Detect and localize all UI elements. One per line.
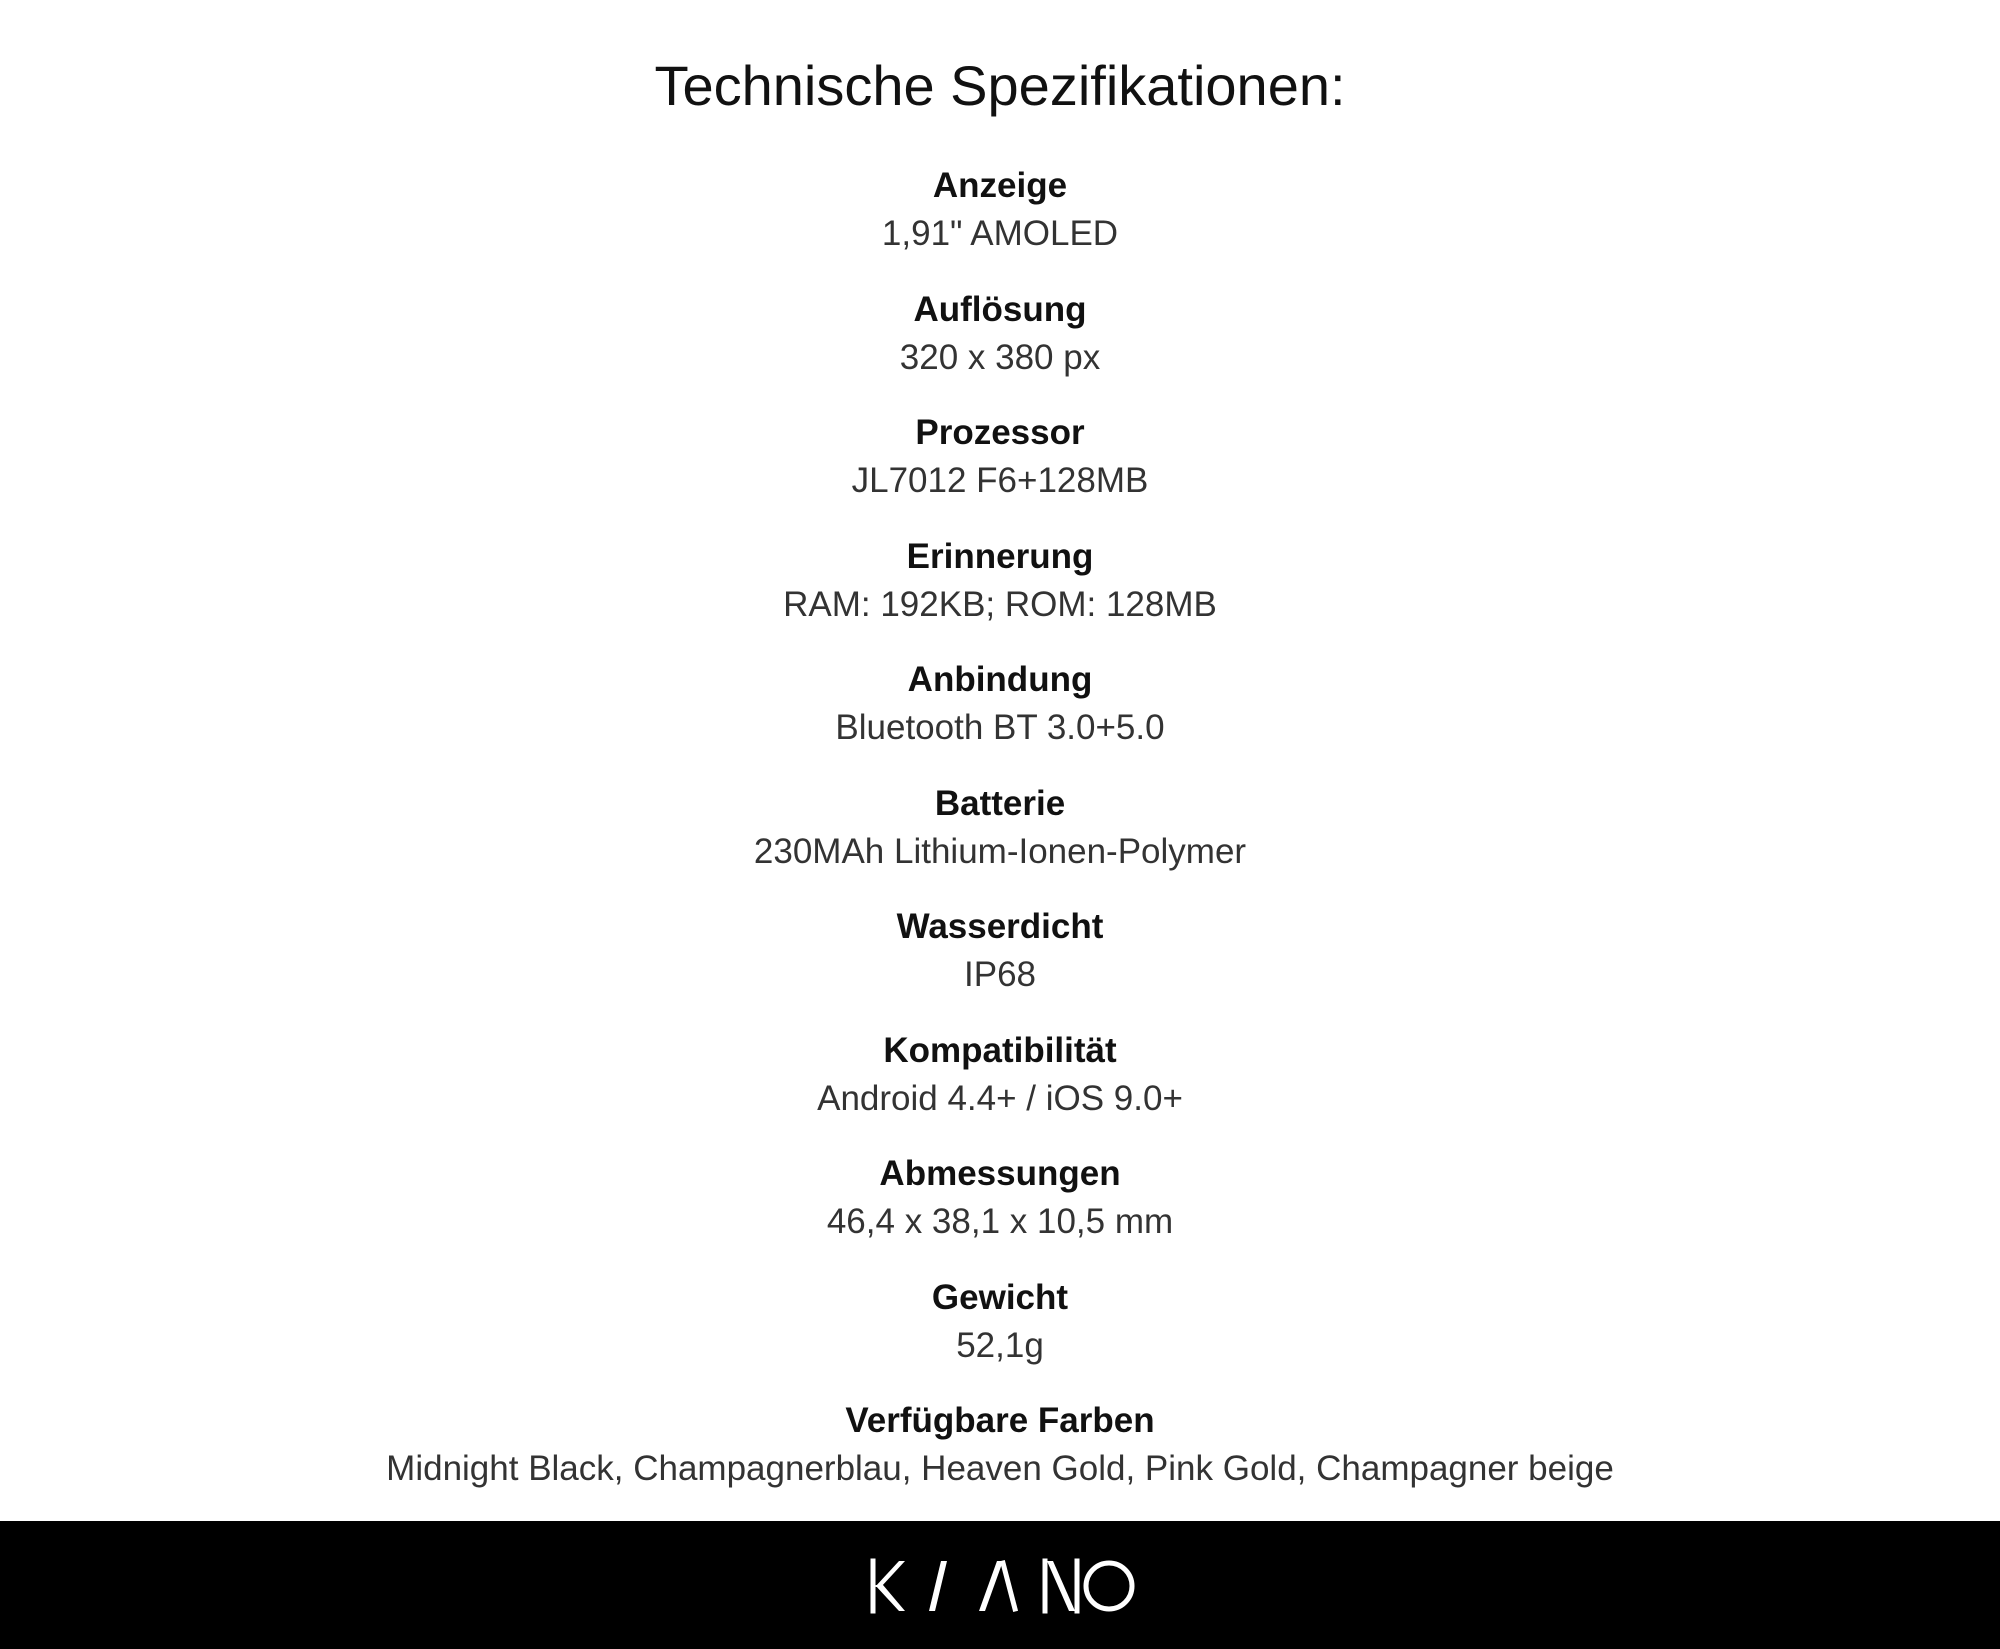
spec-item-colors	[0, 1395, 2000, 1515]
spec-label: Anzeige	[932, 166, 1068, 205]
kiano-logo	[0, 1551, 2000, 1621]
spec-item-connectivity	[0, 654, 2000, 774]
footer-bar	[0, 1521, 2000, 1649]
spec-label: Erinnerung	[906, 537, 1094, 576]
spec-item-display	[0, 160, 2000, 280]
spec-label: Gewicht	[931, 1278, 1069, 1317]
spec-value: 46,4 x 38,1 x 10,5 mm	[826, 1202, 1174, 1241]
spec-item-memory	[0, 531, 2000, 651]
spec-label: Auflösung	[913, 290, 1087, 329]
spec-value: Android 4.4+ / iOS 9.0+	[817, 1079, 1183, 1118]
spec-item-weight	[0, 1272, 2000, 1392]
spec-value: 230MAh Lithium-Ionen-Polymer	[753, 832, 1247, 871]
spec-label: Anbindung	[907, 660, 1093, 699]
spec-value: 1,91" AMOLED	[881, 214, 1119, 253]
spec-value: Bluetooth BT 3.0+5.0	[835, 708, 1165, 747]
spec-item-waterproof	[0, 901, 2000, 1021]
spec-value: RAM: 192KB; ROM: 128MB	[783, 585, 1217, 624]
spec-value: Midnight Black, Champagnerblau, Heaven Gold, Pink Gold, Champagner beige	[386, 1449, 1614, 1488]
spec-item-processor	[0, 407, 2000, 527]
spec-value: JL7012 F6+128MB	[851, 461, 1149, 500]
spec-value: 52,1g	[956, 1326, 1044, 1365]
spec-item-battery	[0, 778, 2000, 898]
spec-label: Prozessor	[915, 413, 1085, 452]
page-title: Technische Spezifikationen:	[654, 54, 1346, 117]
spec-label: Batterie	[934, 784, 1066, 823]
spec-label: Wasserdicht	[896, 907, 1104, 946]
spec-label: Verfügbare Farben	[845, 1401, 1155, 1440]
spec-item-resolution	[0, 284, 2000, 404]
spec-item-compatibility	[0, 1025, 2000, 1145]
spec-item-dimensions	[0, 1148, 2000, 1268]
spec-value: 320 x 380 px	[899, 338, 1101, 377]
spec-label: Abmessungen	[879, 1154, 1121, 1193]
spec-value: IP68	[964, 955, 1036, 994]
spec-label: Kompatibilität	[883, 1031, 1117, 1070]
